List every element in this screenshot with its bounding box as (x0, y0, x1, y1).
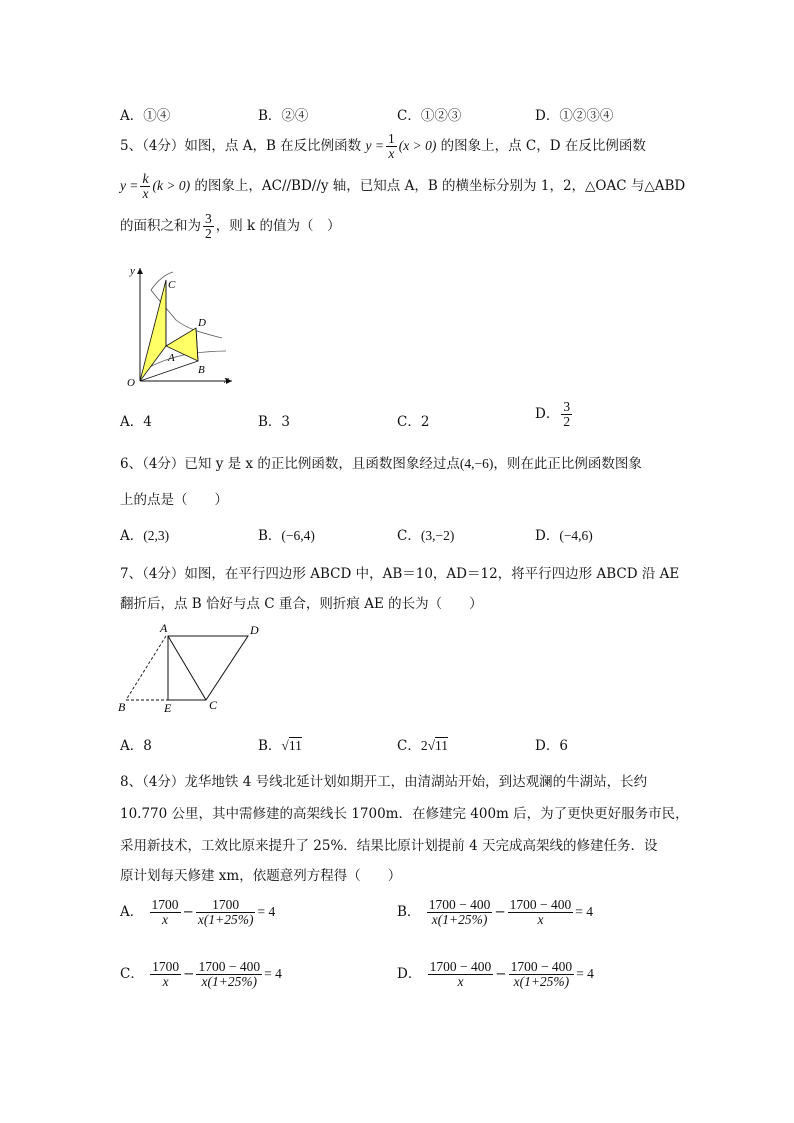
q7-line-2: 翻折后，点 B 恰好与点 C 重合，则折痕 AE 的长为（ ） (120, 596, 483, 612)
q5-line-2: y = $\frac{k}{x}$ (k > 0) 的图象上，AC//BD//y 轴，已知点 A，B 的横坐标分别为 1，2，△OAC 与△ABD (120, 171, 686, 202)
q7-figure (112, 618, 272, 718)
q5-option-d: D． $\frac{3}{2}$ (535, 399, 571, 430)
label-a: A (168, 352, 175, 364)
q8-line-4: 原计划每天修建 xm，依题意列方程得（ ） (120, 868, 402, 884)
q8-line-2: 10.770 公里，其中需修建的高架线长 1700m．在修建完 400m 后，为了更快更好服务市民， (120, 806, 689, 822)
q8-line-3: 采用新技术，工效比原来提升了 25%．结果比原计划提前 4 天完成高架线的修建任务．设 (120, 838, 658, 854)
q4-option-c: C．①②③ (397, 108, 462, 124)
label-d: D (250, 623, 259, 637)
label-b: B (118, 700, 126, 714)
q5-option-c: C．2 (397, 414, 430, 430)
label-b: B (198, 364, 205, 376)
q7-option-a: A．8 (120, 738, 152, 754)
label-c: C (168, 279, 176, 291)
q8-option-a: A． $\frac{1700}{x}$ − $\frac{1700}{x(1+25\%)}$ = 4 (120, 897, 276, 928)
q6-option-d: D．(−4,6) (535, 528, 593, 544)
q6-option-c: C．(3,−2) (397, 528, 455, 544)
segment-ab-dashed (126, 636, 166, 700)
label-d: D (198, 317, 206, 329)
q5-figure (118, 262, 238, 394)
q7-line-1: 7、（4分）如图，在平行四边形 ABCD 中，AB＝10，AD＝12，将平行四边形 ABCD 沿 AE (120, 566, 680, 582)
q7-option-b: B．√11 (258, 738, 302, 754)
label-o: O (127, 377, 135, 389)
q4-option-d: D．①②③④ (535, 108, 614, 124)
q5-line-1: 5、（4分）如图，点 A，B 在反比例函数 y = $\frac{1}{x}$ (x > 0) 的图象上，点 C，D 在反比例函数 (120, 131, 646, 162)
q8-option-b: B． $\frac{1700 - 400}{x(1+25\%)}$ − $\frac{1700 - 400}{x}$ = 4 (397, 897, 594, 928)
segment-ac (168, 636, 206, 700)
q7-option-c: C．2√11 (397, 738, 449, 754)
q5-line-3: 的面积之和为 $\frac{3}{2}$ ，则 k 的值为（ ） (120, 211, 341, 242)
label-e: E (164, 701, 172, 715)
q5-option-b: B．3 (258, 414, 291, 430)
parallelogram-part (168, 636, 248, 700)
q4-option-a: A．①④ (120, 108, 171, 124)
q4-option-b: B．②④ (258, 108, 309, 124)
q8-option-d: D． $\frac{1700 - 400}{x}$ − $\frac{1700 - 400}{x(1+25\%)}$ = 4 (397, 959, 594, 990)
q6-line-2: 上的点是（ ） (120, 492, 228, 508)
triangle-oac (140, 280, 166, 381)
q7-option-d: D．6 (535, 738, 568, 754)
q8-option-c: C． $\frac{1700}{x}$ − $\frac{1700 - 400}{x(1+25\%)}$ = 4 (120, 959, 282, 990)
label-x: x (224, 374, 229, 386)
label-a: A (160, 621, 168, 635)
q6-option-b: B．(−6,4) (258, 528, 315, 544)
q6-option-a: A．(2,3) (120, 528, 170, 544)
label-y: y (130, 265, 135, 277)
q6-line-1: 6、（4分）已知 y 是 x 的正比例函数，且函数图象经过点(4,−6)，则在此正比例函数图象 (120, 456, 642, 472)
q8-line-1: 8、（4分）龙华地铁 4 号线北延计划如期开工，由清湖站开始，到达观澜的牛湖站，长约 (120, 774, 648, 790)
q5-option-a: A．4 (120, 414, 152, 430)
label-c: C (209, 698, 218, 712)
